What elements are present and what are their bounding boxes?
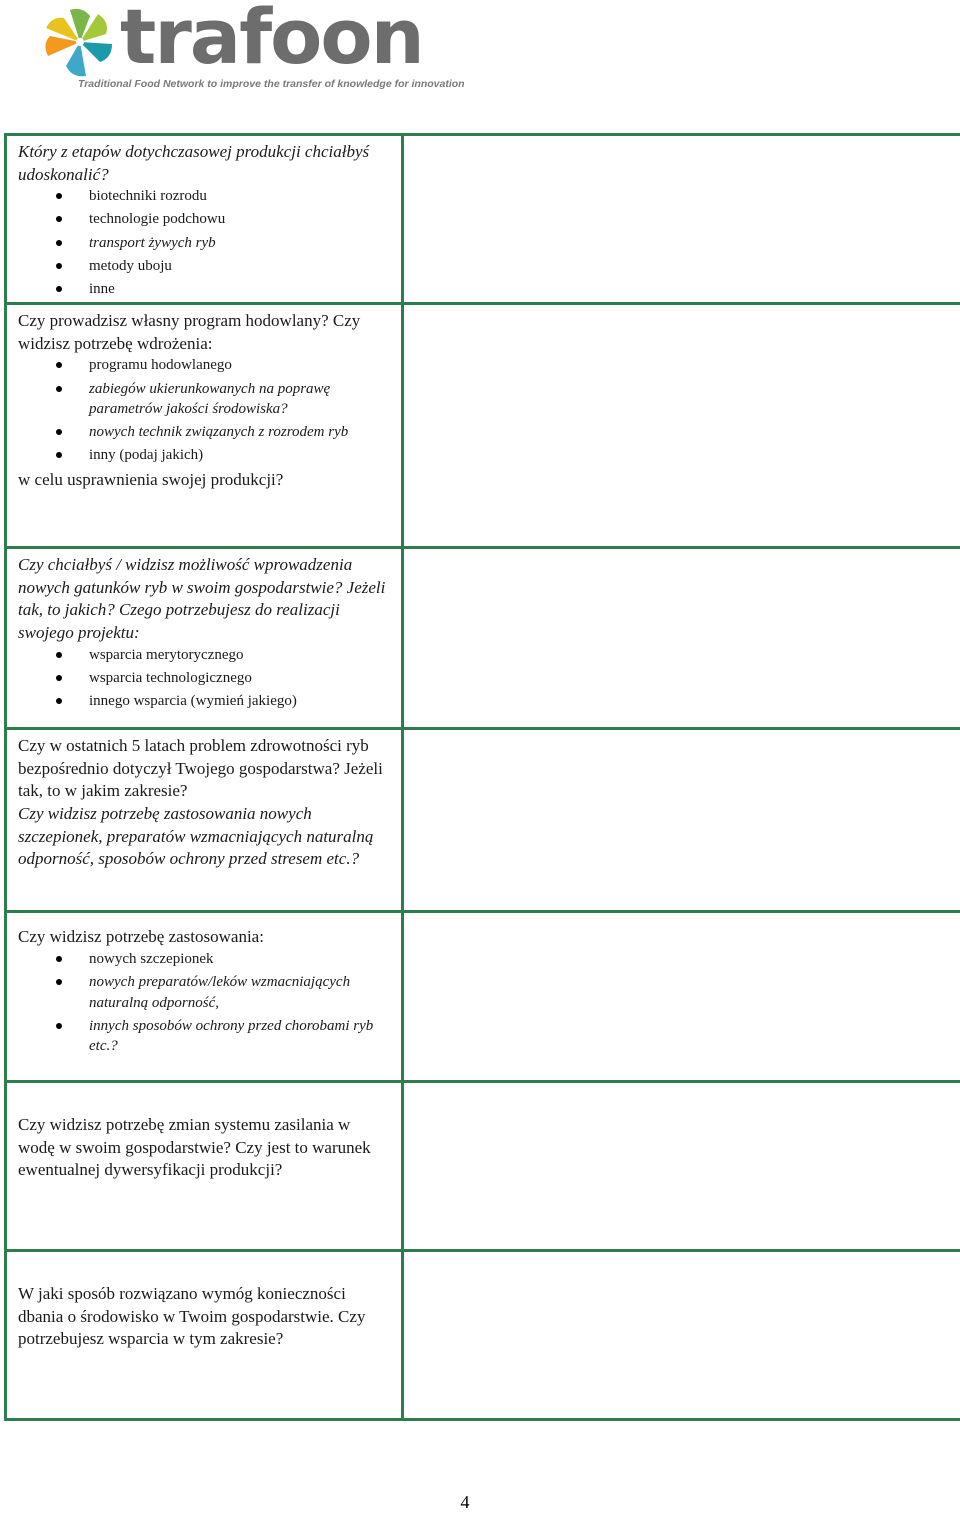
question-text: Czy chciałbyś / widzisz możliwość wprowadzenia nowych gatunków ryb w swoim gospodarstwie? Jeżeli tak, to jakich? Czego potrzebujesz do realizacji swojego projektu: bbox=[18, 555, 386, 642]
list-item: programu hodowlanego bbox=[18, 355, 391, 376]
question-text: Czy widzisz potrzebę zastosowania nowych szczepionek, preparatów wzmacniających naturalną odporność, sposobów ochrony przed stresem etc.? bbox=[18, 803, 374, 869]
table-row bbox=[6, 304, 960, 548]
option-list bbox=[18, 355, 391, 466]
list-item: nowych preparatów/leków wzmacniających naturalną odporność, bbox=[18, 972, 391, 1013]
option-list bbox=[18, 645, 391, 712]
answer-cell[interactable] bbox=[403, 912, 960, 1082]
logo-wordmark: trafoon bbox=[120, 0, 423, 81]
answer-cell[interactable] bbox=[403, 304, 960, 548]
answer-cell[interactable] bbox=[403, 1251, 960, 1420]
question-text: W jaki sposób rozwiązano wymóg konieczności dbania o środowisko w Twoim gospodarstwie. Czy potrzebujesz wsparcia w tym zakresie? bbox=[18, 1284, 366, 1349]
question-text: Czy widzisz potrzebę zastosowania: bbox=[18, 927, 264, 947]
question-text: Czy w ostatnich 5 latach problem zdrowotności ryb bezpośrednio dotyczył Twojego gospodarstwa? Jeżeli tak, to w jakim zakresie? bbox=[18, 736, 383, 801]
answer-cell[interactable] bbox=[403, 729, 960, 912]
question-cell bbox=[6, 304, 403, 548]
list-item: innego wsparcia (wymień jakiego) bbox=[18, 691, 391, 712]
table-row bbox=[6, 548, 960, 729]
table-row bbox=[6, 1082, 960, 1251]
table-row bbox=[6, 1251, 960, 1420]
question-text: w celu usprawnienia swojej produkcji? bbox=[18, 469, 284, 489]
option-list bbox=[18, 186, 391, 299]
question-text: Czy widzisz potrzebę zmian systemu zasilania w wodę w swoim gospodarstwie? Czy jest to warunek ewentualnej dywersyfikacji produkcji? bbox=[18, 1115, 371, 1180]
list-item: nowych technik związanych z rozrodem ryb bbox=[18, 422, 391, 443]
question-text: Który z etapów dotychczasowej produkcji chciałbyś udoskonalić? bbox=[18, 142, 370, 184]
list-item: inne bbox=[18, 279, 391, 300]
list-item: technologie podchowu bbox=[18, 209, 391, 230]
question-cell bbox=[6, 1251, 403, 1420]
table-row bbox=[6, 729, 960, 912]
list-item: wsparcia technologicznego bbox=[18, 668, 391, 689]
question-text: Czy prowadzisz własny program hodowlany? Czy widzisz potrzebę wdrożenia: bbox=[18, 311, 361, 353]
table-row bbox=[6, 912, 960, 1082]
answer-cell[interactable] bbox=[403, 548, 960, 729]
pinwheel-logo-icon bbox=[40, 4, 120, 80]
question-cell bbox=[6, 1082, 403, 1251]
page-number: 4 bbox=[460, 1492, 470, 1512]
table-row bbox=[6, 135, 960, 304]
question-cell bbox=[6, 548, 403, 729]
list-item: innych sposobów ochrony przed chorobami ryb etc.? bbox=[18, 1016, 391, 1057]
list-item: nowych szczepionek bbox=[18, 949, 391, 970]
list-item: metody uboju bbox=[18, 256, 391, 277]
list-item: biotechniki rozrodu bbox=[18, 186, 391, 207]
logo-tagline: Traditional Food Network to improve the transfer of knowledge for innovation bbox=[78, 78, 465, 90]
list-item: inny (podaj jakich) bbox=[18, 445, 391, 466]
list-item: transport żywych ryb bbox=[18, 233, 391, 254]
question-cell bbox=[6, 135, 403, 304]
option-list bbox=[18, 949, 391, 1057]
answer-cell[interactable] bbox=[403, 135, 960, 304]
question-cell bbox=[6, 912, 403, 1082]
answer-cell[interactable] bbox=[403, 1082, 960, 1251]
questionnaire-table bbox=[4, 133, 960, 1421]
question-cell bbox=[6, 729, 403, 912]
list-item: wsparcia merytorycznego bbox=[18, 645, 391, 666]
trafoon-logo bbox=[40, 0, 465, 90]
list-item: zabiegów ukierunkowanych na poprawę parametrów jakości środowiska? bbox=[18, 379, 391, 420]
